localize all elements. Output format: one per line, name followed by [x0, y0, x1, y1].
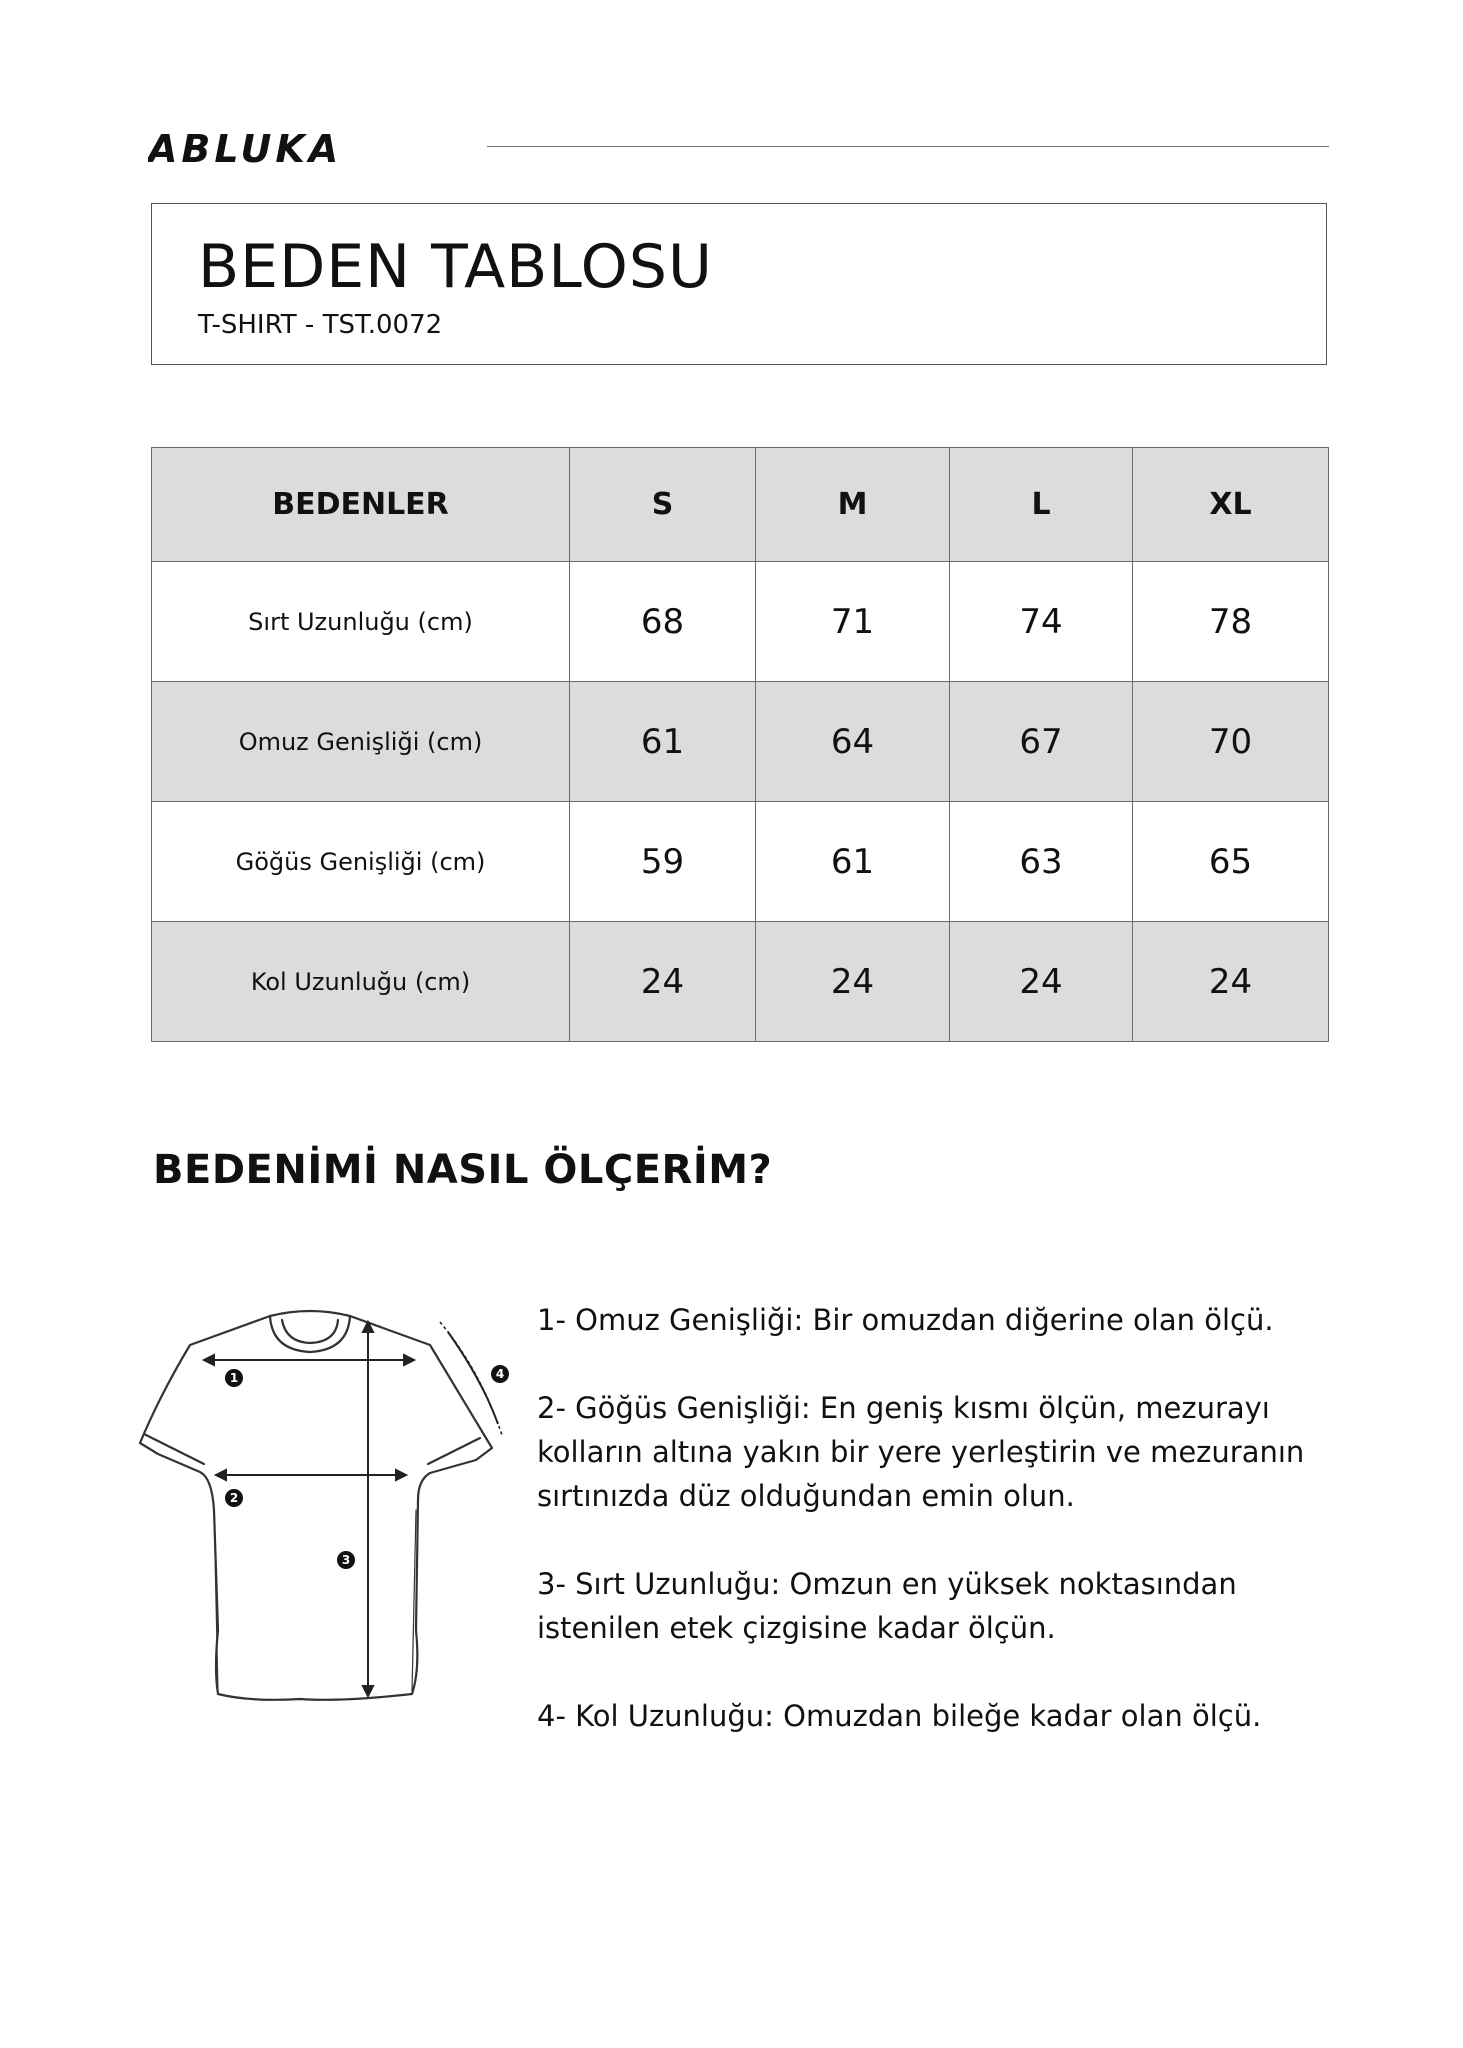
- row-label: Omuz Genişliği (cm): [152, 682, 570, 802]
- row-label: Sırt Uzunluğu (cm): [152, 562, 570, 682]
- table-cell: 78: [1133, 562, 1329, 682]
- marker-2: [225, 1489, 243, 1507]
- svg-text:3: 3: [341, 1553, 351, 1567]
- table-cell: 68: [570, 562, 756, 682]
- instruction-step: 3- Sırt Uzunluğu: Omzun en yüksek noktasından istenilen etek çizgisine kadar ölçün.: [537, 1567, 1237, 1645]
- table-row: [152, 562, 1329, 682]
- how-to-measure-title: BEDENİMİ NASIL ÖLÇERİM?: [153, 1147, 773, 1193]
- marker-4: [491, 1365, 509, 1383]
- table-cell: 24: [570, 922, 756, 1042]
- header-divider: [487, 146, 1329, 147]
- table-cell: 71: [756, 562, 950, 682]
- table-header-row: [152, 448, 1329, 562]
- table-cell: 61: [756, 802, 950, 922]
- size-table: [151, 447, 1329, 1042]
- marker-3: [337, 1551, 355, 1569]
- table-row: [152, 682, 1329, 802]
- instruction-step: 4- Kol Uzunluğu: Omuzdan bileğe kadar olan ölçü.: [537, 1699, 1262, 1733]
- table-cell: 65: [1133, 802, 1329, 922]
- table-cell: 24: [950, 922, 1133, 1042]
- table-header-size: L: [950, 448, 1133, 562]
- instruction-step: 1- Omuz Genişliği: Bir omuzdan diğerine olan ölçü.: [537, 1303, 1274, 1337]
- table-cell: 63: [950, 802, 1133, 922]
- marker-1: [225, 1369, 243, 1387]
- tshirt-diagram-svg: [130, 1300, 520, 1720]
- table-row: [152, 802, 1329, 922]
- table-cell: 59: [570, 802, 756, 922]
- table-cell: 24: [1133, 922, 1329, 1042]
- svg-text:1: 1: [229, 1371, 239, 1385]
- table-header-sizes-label: BEDENLER: [152, 448, 570, 562]
- table-header-size: XL: [1133, 448, 1329, 562]
- table-cell: 64: [756, 682, 950, 802]
- table-cell: 67: [950, 682, 1133, 802]
- table-cell: 74: [950, 562, 1133, 682]
- brand-logo: [148, 128, 478, 168]
- page-title: BEDEN TABLOSU: [198, 232, 713, 302]
- brand-logo-text: ABLUKA: [148, 128, 343, 168]
- table-header-size: M: [756, 448, 950, 562]
- table-header-size: S: [570, 448, 756, 562]
- svg-text:4: 4: [495, 1367, 505, 1381]
- title-box: [151, 203, 1327, 365]
- table-cell: 61: [570, 682, 756, 802]
- svg-text:2: 2: [229, 1491, 239, 1505]
- table-cell: 24: [756, 922, 950, 1042]
- row-label: Göğüs Genişliği (cm): [152, 802, 570, 922]
- instruction-step: 2- Göğüs Genişliği: En geniş kısmı ölçün, mezurayı kolların altına yakın bir yere yerleştirin ve mezuranın sırtınızda düz olduğundan emin olun.: [537, 1391, 1305, 1513]
- measurement-instructions: [537, 1298, 1327, 1782]
- tshirt-measurement-diagram: [130, 1300, 520, 1720]
- row-label: Kol Uzunluğu (cm): [152, 922, 570, 1042]
- table-row: [152, 922, 1329, 1042]
- table-cell: 70: [1133, 682, 1329, 802]
- product-code: T-SHIRT - TST.0072: [198, 310, 443, 340]
